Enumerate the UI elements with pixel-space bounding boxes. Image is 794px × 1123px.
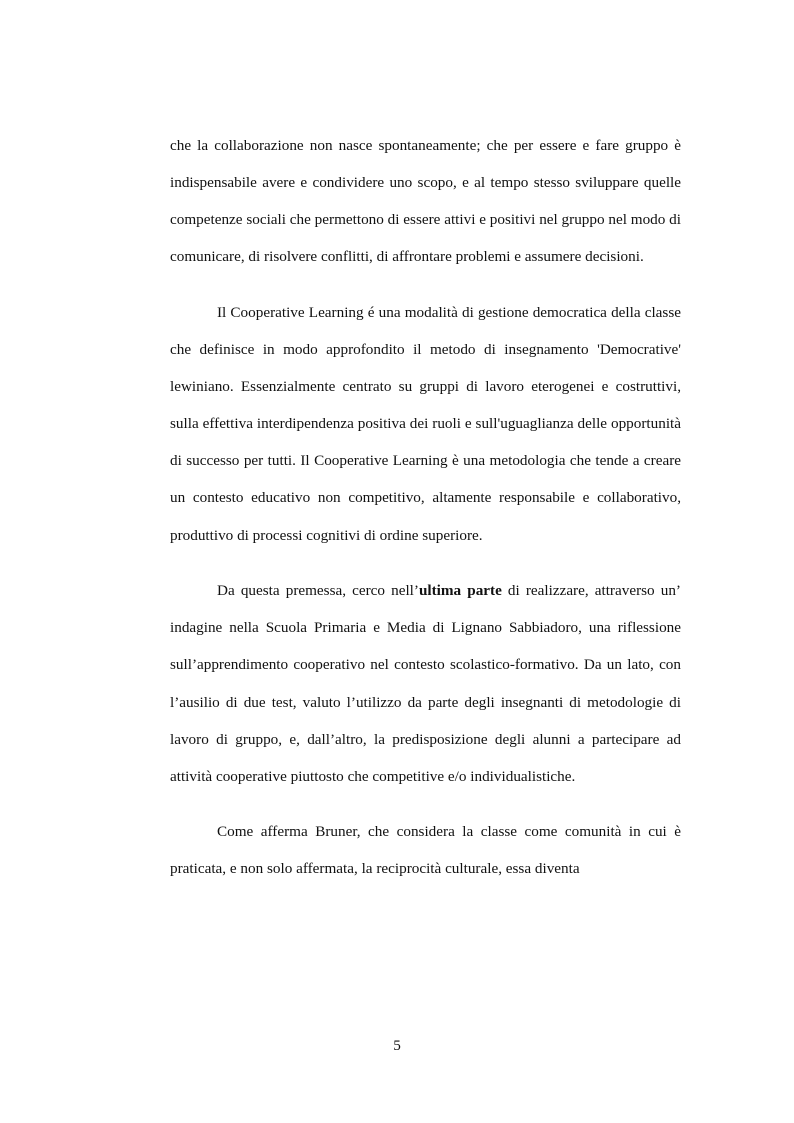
paragraph-1 — [170, 127, 681, 275]
paragraph-3-text-end: di realizzare, attraverso un’ indagine nella Scuola Primaria e Media di Lignano Sabbiadoro, una riflessione sull’apprendimento cooperativo nel contesto scolastico-formativo. Da un lato, con l’ausilio di due test, valuto l’utilizzo da parte degli insegnanti di metodologie di lavoro di gruppo, e, dall’altro, la predisposizione degli alunni a partecipare ad attività cooperative piuttosto che competitive e/o individualistiche. — [170, 582, 681, 785]
paragraph-3 — [170, 572, 681, 795]
paragraph-2 — [170, 294, 681, 554]
paragraph-3-text-start: Da questa premessa, cerco nell’ — [217, 582, 419, 600]
body-text — [170, 127, 681, 888]
paragraph-3-bold-phrase: ultima parte — [418, 582, 502, 600]
paragraph-4-text: Come afferma Bruner, che considera la classe come comunità in cui è praticata, e non solo affermata, la reciprocità culturale, essa diventa — [170, 823, 681, 878]
paragraph-4 — [170, 813, 681, 887]
paragraph-1-text: che la collaborazione non nasce spontaneamente; che per essere e fare gruppo è indispensabile avere e condividere uno scopo, e al tempo stesso sviluppare quelle competenze sociali che permettono di essere attivi e positivi nel gruppo nel modo di comunicare, di risolvere conflitti, di affrontare problemi e assumere decisioni. — [170, 137, 681, 266]
page-number: 5 — [393, 1037, 401, 1054]
paragraph-2-text: Il Cooperative Learning é una modalità di gestione democratica della classe che definisce in modo approfondito il metodo di insegnamento 'Democrative' lewiniano. Essenzialmente centrato su gruppi di lavoro eterogenei e costruttivi, sulla effettiva interdipendenza positiva dei ruoli e sull'uguaglianza delle opportunità di successo per tutti. Il Cooperative Learning è una metodologia che tende a creare un contesto educativo non competitivo, altamente responsabile e collaborativo, produttivo di processi cognitivi di ordine superiore. — [170, 303, 681, 544]
